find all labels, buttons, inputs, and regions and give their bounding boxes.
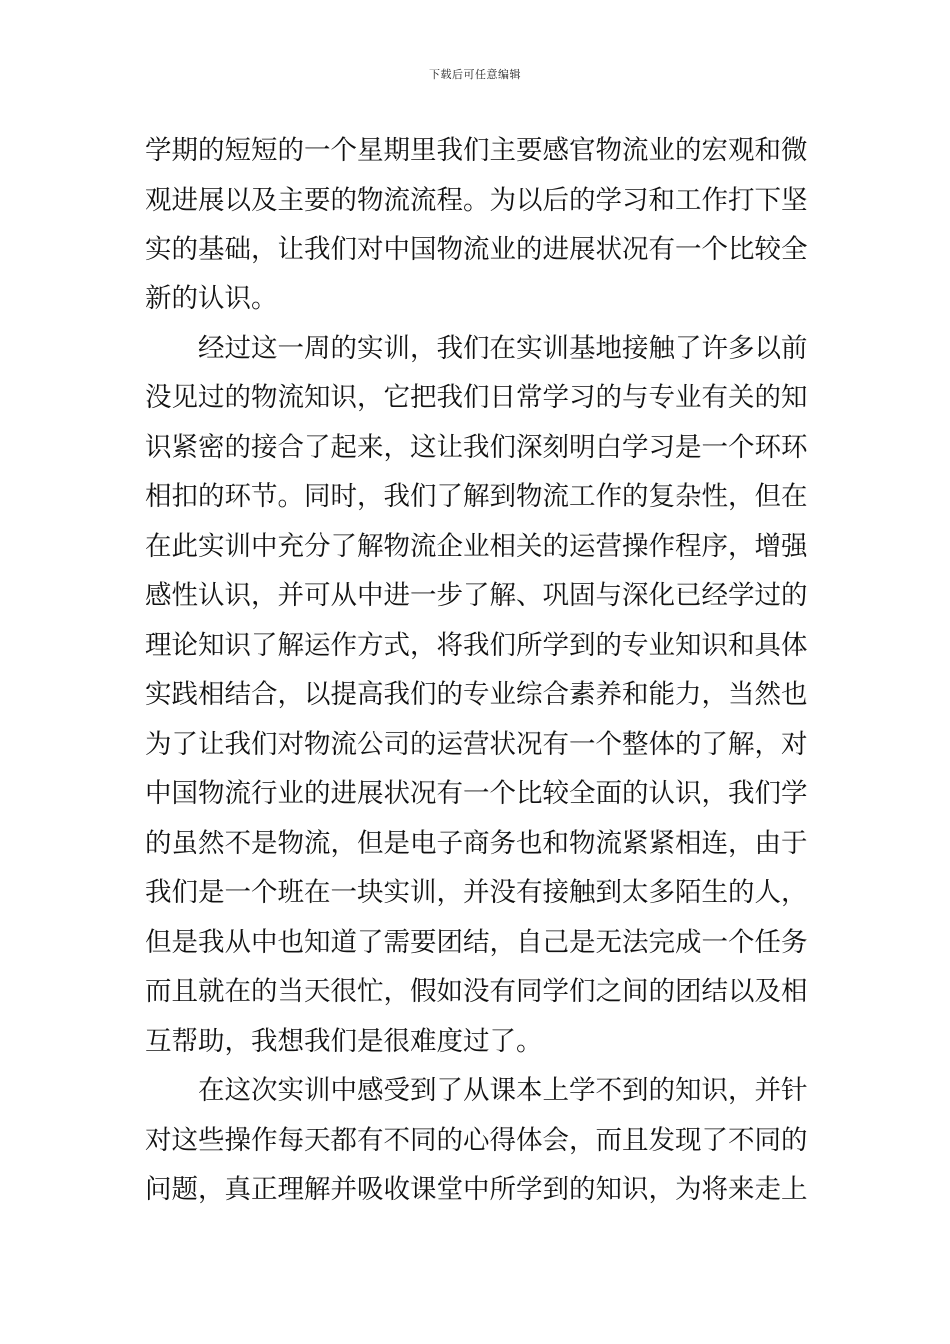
text-line: 为了让我们对物流公司的运营状况有一个整体的了解，对 bbox=[145, 729, 807, 760]
text-line: 互帮助，我想我们是很难度过了。 bbox=[145, 1026, 543, 1057]
text-line: 中国物流行业的进展状况有一个比较全面的认识，我们学 bbox=[145, 778, 807, 809]
text-line: 在此实训中充分了解物流企业相关的运营操作程序，增强 bbox=[145, 531, 807, 562]
page-header: 下载后可任意编辑 bbox=[429, 68, 521, 81]
text-line: 学期的短短的一个星期里我们主要感官物流业的宏观和微 bbox=[145, 135, 807, 166]
text-line: 问题，真正理解并吸收课堂中所学到的知识，为将来走上 bbox=[145, 1174, 807, 1205]
text-line: 对这些操作每天都有不同的心得体会，而且发现了不同的 bbox=[145, 1125, 807, 1156]
text-line: 新的认识。 bbox=[145, 283, 278, 314]
text-line: 观进展以及主要的物流流程。为以后的学习和工作打下坚 bbox=[145, 185, 807, 216]
text-line: 感性认识，并可从中进一步了解、巩固与深化已经学过的 bbox=[145, 580, 807, 611]
text-line: 理论知识了解运作方式，将我们所学到的专业知识和具体 bbox=[145, 630, 807, 661]
text-line: 识紧密的接合了起来，这让我们深刻明白学习是一个环环 bbox=[145, 432, 807, 463]
text-line: 的虽然不是物流，但是电子商务也和物流紧紧相连，由于 bbox=[145, 828, 807, 859]
text-line: 但是我从中也知道了需要团结，自己是无法完成一个任务 bbox=[145, 927, 807, 958]
text-line: 经过这一周的实训，我们在实训基地接触了许多以前 bbox=[198, 333, 807, 364]
text-line: 相扣的环节。同时，我们了解到物流工作的复杂性，但在 bbox=[145, 481, 807, 512]
text-line: 在这次实训中感受到了从课本上学不到的知识，并针 bbox=[198, 1075, 807, 1106]
text-line: 我们是一个班在一块实训，并没有接触到太多陌生的人， bbox=[145, 877, 807, 908]
text-line: 而且就在的当天很忙，假如没有同学们之间的团结以及相 bbox=[145, 976, 807, 1007]
text-line: 实践相结合，以提高我们的专业综合素养和能力，当然也 bbox=[145, 679, 807, 710]
text-line: 实的基础，让我们对中国物流业的进展状况有一个比较全 bbox=[145, 234, 807, 265]
text-line: 没见过的物流知识，它把我们日常学习的与专业有关的知 bbox=[145, 382, 807, 413]
